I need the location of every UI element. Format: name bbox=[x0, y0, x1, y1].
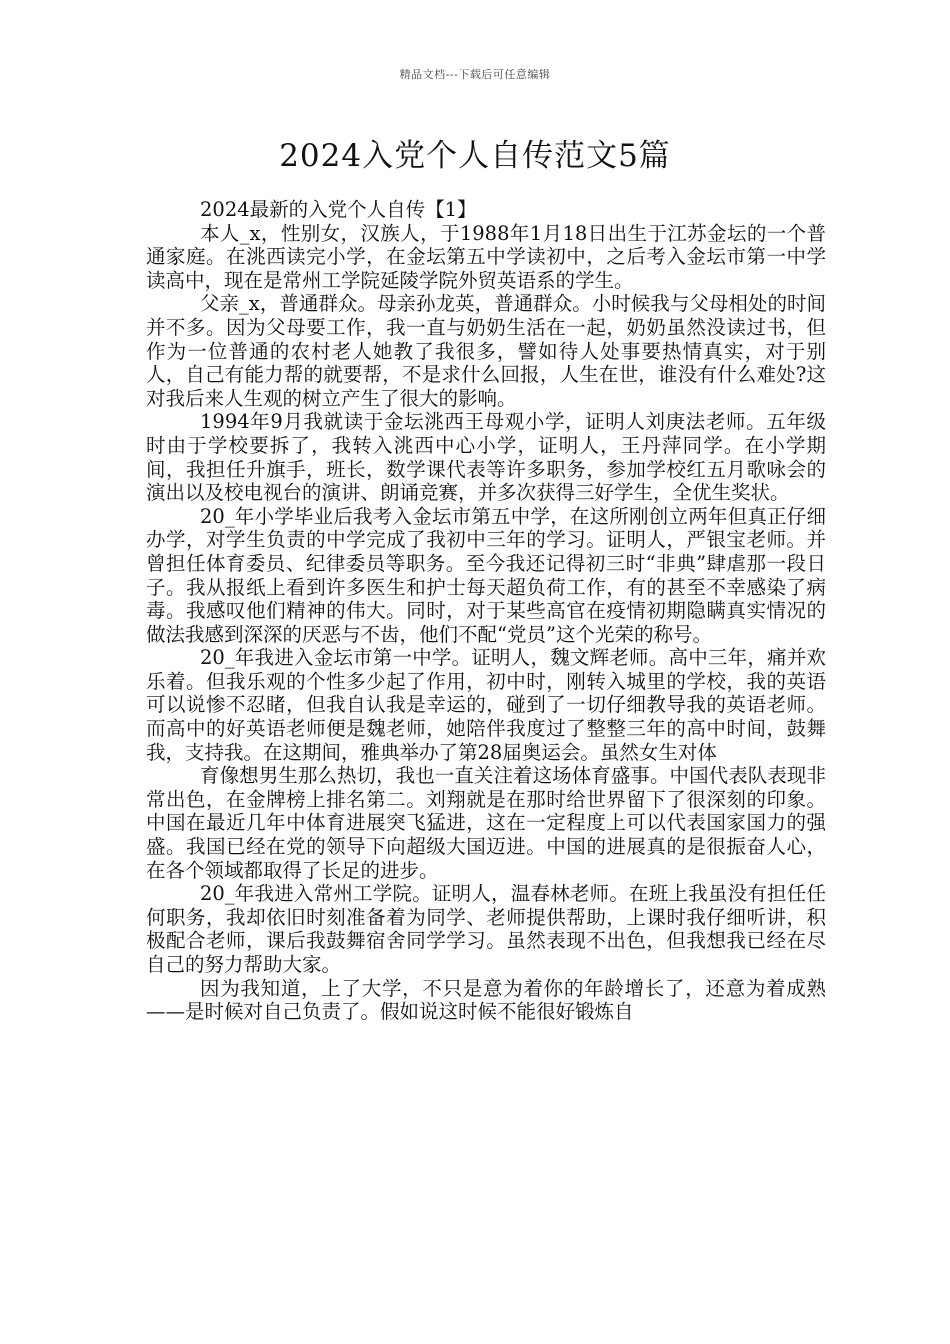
paragraph-4: 20_年小学毕业后我考入金坛市第五中学，在这所刚创立两年但真正仔细办学，对学生负责的中学完成了我初中三年的学习。证明人，严银宝老师。并曾担任体育委员、纪律委员等职务。至今我还记得初三时“非典”肆虐那一段日子。我从报纸上看到许多医生和护士每天超负荷工作，有的甚至不幸感染了病毒。我感叹他们精神的伟大。同时，对于某些高官在疫情初期隐瞒真实情况的做法我感到深深的厌恶与不齿，他们不配“党员”这个光荣的称号。 bbox=[146, 504, 826, 646]
section-heading: 2024最新的入党个人自传【1】 bbox=[200, 198, 477, 221]
paragraph-8: 因为我知道，上了大学，不只是意为着你的年龄增长了，还意为着成熟——是时候对自己负责了。假如说这时候不能很好锻炼自 bbox=[146, 976, 826, 1024]
paragraph-2: 父亲_x，普通群众。母亲孙龙英，普通群众。小时候我与父母相处的时间并不多。因为父母要工作，我一直与奶奶生活在一起，奶奶虽然没读过书，但作为一位普通的农村老人她教了我很多，譬如待人处事要热情真实，对于别人，自己有能力帮的就要帮，不是求什么回报，人生在世，谁没有什么难处?这对我后来人生观的树立产生了很大的影响。 bbox=[146, 292, 826, 410]
header-note: 精品文档---下载后可任意编辑 bbox=[399, 68, 551, 81]
document-title: 2024入党个人自传范文5篇 bbox=[279, 138, 671, 174]
paragraph-6: 育像想男生那么热切，我也一直关注着这场体育盛事。中国代表队表现非常出色，在金牌榜上排名第二。刘翔就是在那时给世界留下了很深刻的印象。中国在最近几年中体育进展突飞猛进，这在一定程度上可以代表国家国力的强盛。我国已经在党的领导下向超级大国迈进。中国的进展真的是很振奋人心，在各个领域都取得了长足的进步。 bbox=[146, 764, 826, 882]
paragraph-3: 1994年9月我就读于金坛洮西王母观小学，证明人刘庚法老师。五年级时由于学校要拆了，我转入洮西中心小学，证明人，王丹萍同学。在小学期间，我担任升旗手，班长，数学课代表等许多职务，参加学校红五月歌咏会的演出以及校电视台的演讲、朗诵竞赛，并多次获得三好学生，全优生奖状。 bbox=[146, 410, 826, 505]
document-body bbox=[146, 198, 826, 1024]
paragraph-1: 本人_x，性别女，汉族人，于1988年1月18日出生于江苏金坛的一个普通家庭。在洮西读完小学，在金坛第五中学读初中，之后考入金坛市第一中学读高中，现在是常州工学院延陵学院外贸英语系的学生。 bbox=[146, 221, 826, 292]
paragraph-7: 20_年我进入常州工学院。证明人，温春林老师。在班上我虽没有担任任何职务，我却依旧时刻准备着为同学、老师提供帮助，上课时我仔细听讲，积极配合老师，课后我鼓舞宿舍同学学习。虽然表现不出色，但我想我已经在尽自己的努力帮助大家。 bbox=[146, 882, 826, 976]
paragraph-5: 20_年我进入金坛市第一中学。证明人，魏文辉老师。高中三年，痛并欢乐着。但我乐观的个性多少起了作用，初中时，刚转入城里的学校，我的英语可以说惨不忍睹，但我自认我是幸运的，碰到了一切仔细教导我的英语老师。而高中的好英语老师便是魏老师，她陪伴我度过了整整三年的高中时间，鼓舞我，支持我。在这期间，雅典举办了第28届奥运会。虽然女生对体 bbox=[146, 646, 826, 764]
